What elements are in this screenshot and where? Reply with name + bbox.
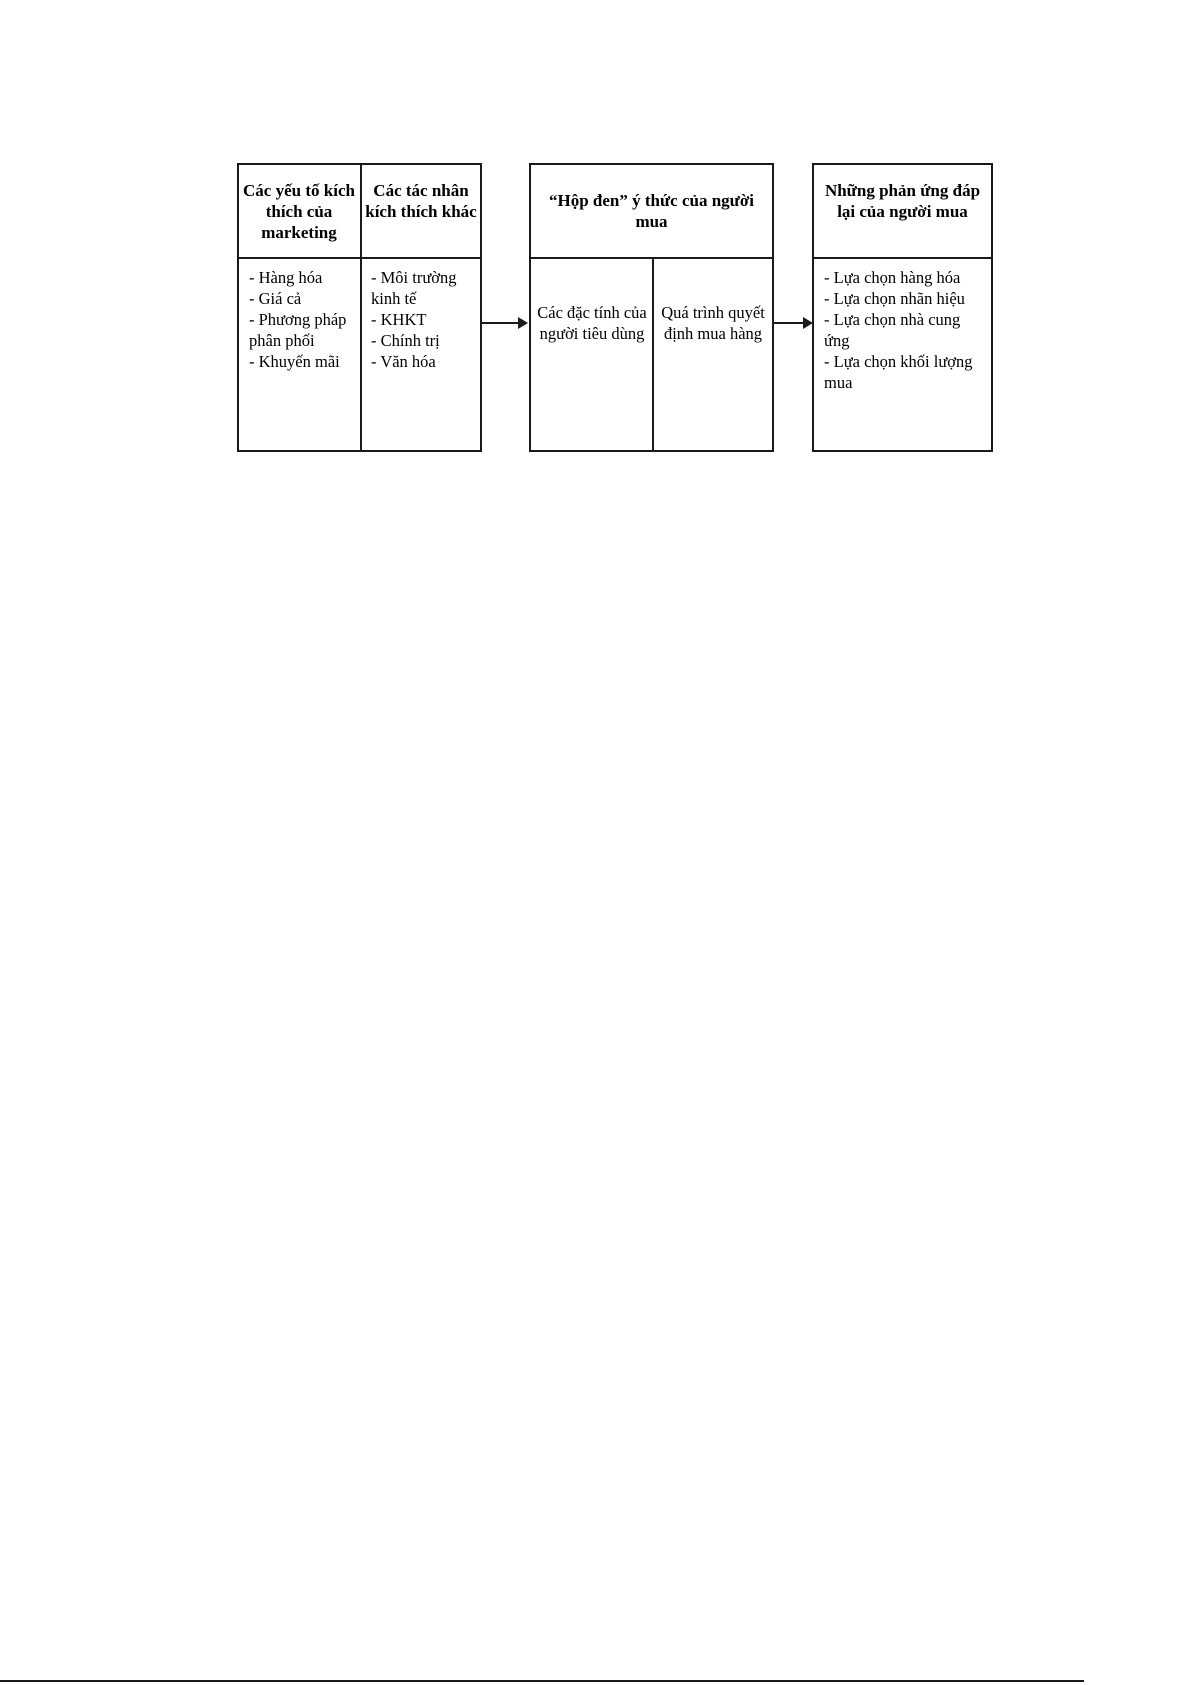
list-item: - Chính trị — [371, 331, 440, 350]
marketing-stimuli-list — [249, 267, 355, 372]
list-item: - Văn hóa — [371, 352, 436, 371]
list-item: - Lựa chọn hàng hóa — [824, 268, 961, 287]
list-item: - Môi trường kinh tế — [371, 268, 457, 308]
responses-list — [824, 267, 988, 393]
black-box-column-divider — [652, 257, 654, 452]
list-item: - Phương pháp phân phối — [249, 310, 347, 350]
arrow-to-responses — [774, 322, 811, 324]
consumer-behavior-diagram — [0, 0, 1192, 520]
purchase-decision-process: Quá trình quyết định mua hàng — [661, 303, 765, 343]
responses-header: Những phản ứng đáp lại của người mua — [824, 181, 981, 221]
list-item: - Giá cả — [249, 289, 302, 308]
black-box-header: “Hộp đen” ý thức của người mua — [548, 191, 755, 231]
page-footer-rule — [0, 1680, 1084, 1682]
list-item: - Lựa chọn khối lượng mua — [824, 352, 973, 392]
list-item: - KHKT — [371, 310, 427, 329]
marketing-stimuli-header: Các yếu tố kích thích của marketing — [243, 180, 355, 242]
arrow-to-black-box — [482, 322, 526, 324]
list-item: - Lựa chọn nhãn hiệu — [824, 289, 965, 308]
consumer-characteristics: Các đặc tính của người tiêu dùng — [537, 303, 647, 343]
other-stimuli-header: Các tác nhân kích thích khác — [365, 181, 477, 221]
list-item: - Hàng hóa — [249, 268, 323, 287]
list-item: - Khuyến mãi — [249, 352, 340, 371]
stimuli-header-divider — [237, 257, 482, 259]
list-item: - Lựa chọn nhà cung ứng — [824, 310, 961, 350]
stimuli-column-divider — [360, 163, 362, 452]
responses-header-divider — [812, 257, 993, 259]
other-stimuli-list — [371, 267, 477, 372]
